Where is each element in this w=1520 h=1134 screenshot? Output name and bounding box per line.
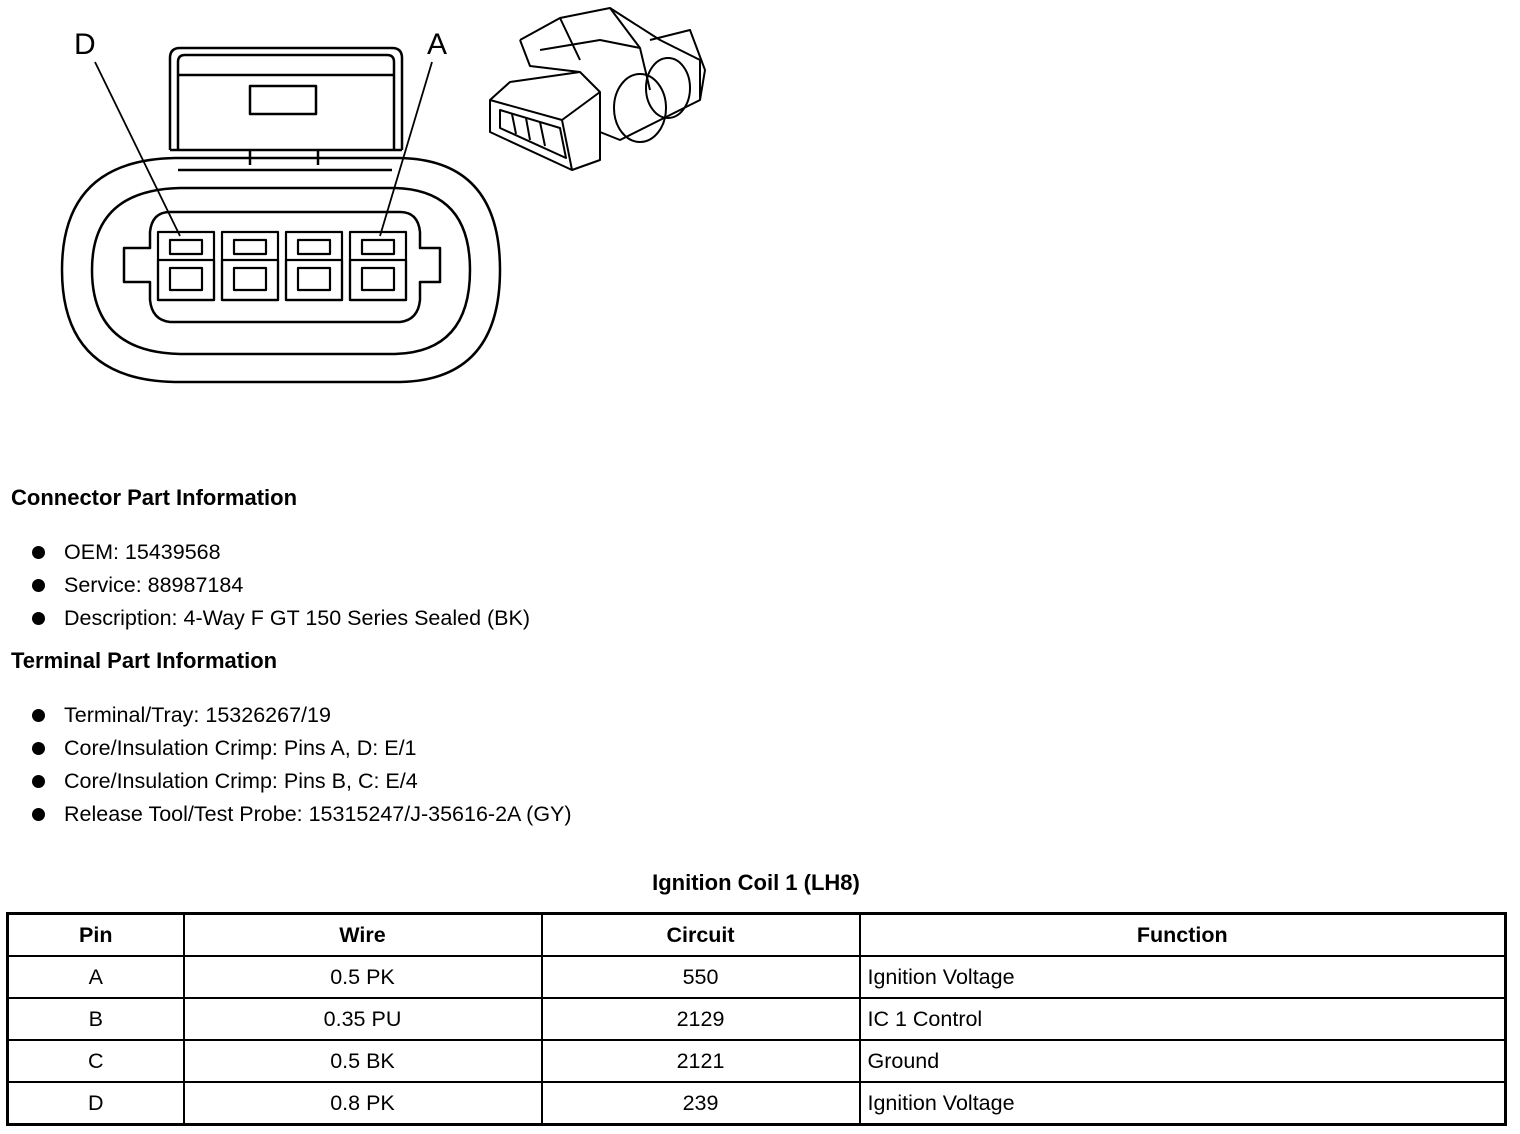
terminal-info-tray: Terminal/Tray: 15326267/19: [64, 703, 331, 727]
connector-info-oem: OEM: 15439568: [64, 540, 221, 564]
cell-wire: 0.5 BK: [184, 1040, 542, 1082]
header-function: Function: [860, 914, 1506, 957]
terminal-info-crimp-ad: Core/Insulation Crimp: Pins A, D: E/1: [64, 736, 417, 760]
pin-d-label: D: [74, 28, 96, 61]
table-title: Ignition Coil 1 (LH8): [652, 870, 860, 895]
bullet-icon: [32, 775, 45, 788]
cell-function: IC 1 Control: [860, 998, 1506, 1040]
connector-diagram: [0, 0, 760, 420]
cell-pin: B: [8, 998, 184, 1040]
cell-pin: C: [8, 1040, 184, 1082]
list-item: [30, 602, 530, 635]
header-pin: Pin: [8, 914, 184, 957]
connector-info-description: Description: 4-Way F GT 150 Series Sealed (BK): [64, 606, 531, 630]
bullet-icon: [32, 742, 45, 755]
cell-circuit: 550: [542, 956, 860, 998]
cell-circuit: 239: [542, 1082, 860, 1125]
bullet-icon: [32, 579, 45, 592]
list-item: [30, 765, 572, 798]
cell-function: Ignition Voltage: [860, 956, 1506, 998]
cell-function: Ground: [860, 1040, 1506, 1082]
header-wire: Wire: [184, 914, 542, 957]
list-item: [30, 569, 530, 602]
connector-info-list: [30, 536, 530, 635]
connector-info-title: Connector Part Information: [11, 485, 298, 510]
table-row: [8, 998, 1506, 1040]
list-item: [30, 798, 572, 831]
list-item: [30, 732, 572, 765]
terminal-info-crimp-bc: Core/Insulation Crimp: Pins B, C: E/4: [64, 769, 418, 793]
cell-circuit: 2121: [542, 1040, 860, 1082]
cell-wire: 0.5 PK: [184, 956, 542, 998]
terminal-info-list: [30, 699, 572, 831]
connector-info-service: Service: 88987184: [64, 573, 244, 597]
header-circuit: Circuit: [542, 914, 860, 957]
cell-wire: 0.35 PU: [184, 998, 542, 1040]
terminal-info-title: Terminal Part Information: [11, 648, 278, 673]
cell-function: Ignition Voltage: [860, 1082, 1506, 1125]
cell-circuit: 2129: [542, 998, 860, 1040]
table-row: [8, 1040, 1506, 1082]
pin-a-label: A: [427, 28, 448, 61]
bullet-icon: [32, 808, 45, 821]
cell-pin: A: [8, 956, 184, 998]
connector-face-drawing: [0, 0, 760, 420]
bullet-icon: [32, 546, 45, 559]
list-item: [30, 699, 572, 732]
list-item: [30, 536, 530, 569]
bullet-icon: [32, 709, 45, 722]
cell-wire: 0.8 PK: [184, 1082, 542, 1125]
table-row: [8, 1082, 1506, 1125]
pin-table: [6, 912, 1507, 1126]
table-row: [8, 956, 1506, 998]
terminal-info-release-tool: Release Tool/Test Probe: 15315247/J-35616-2A (GY): [64, 802, 572, 826]
cell-pin: D: [8, 1082, 184, 1125]
table-header-row: [8, 914, 1506, 957]
bullet-icon: [32, 612, 45, 625]
